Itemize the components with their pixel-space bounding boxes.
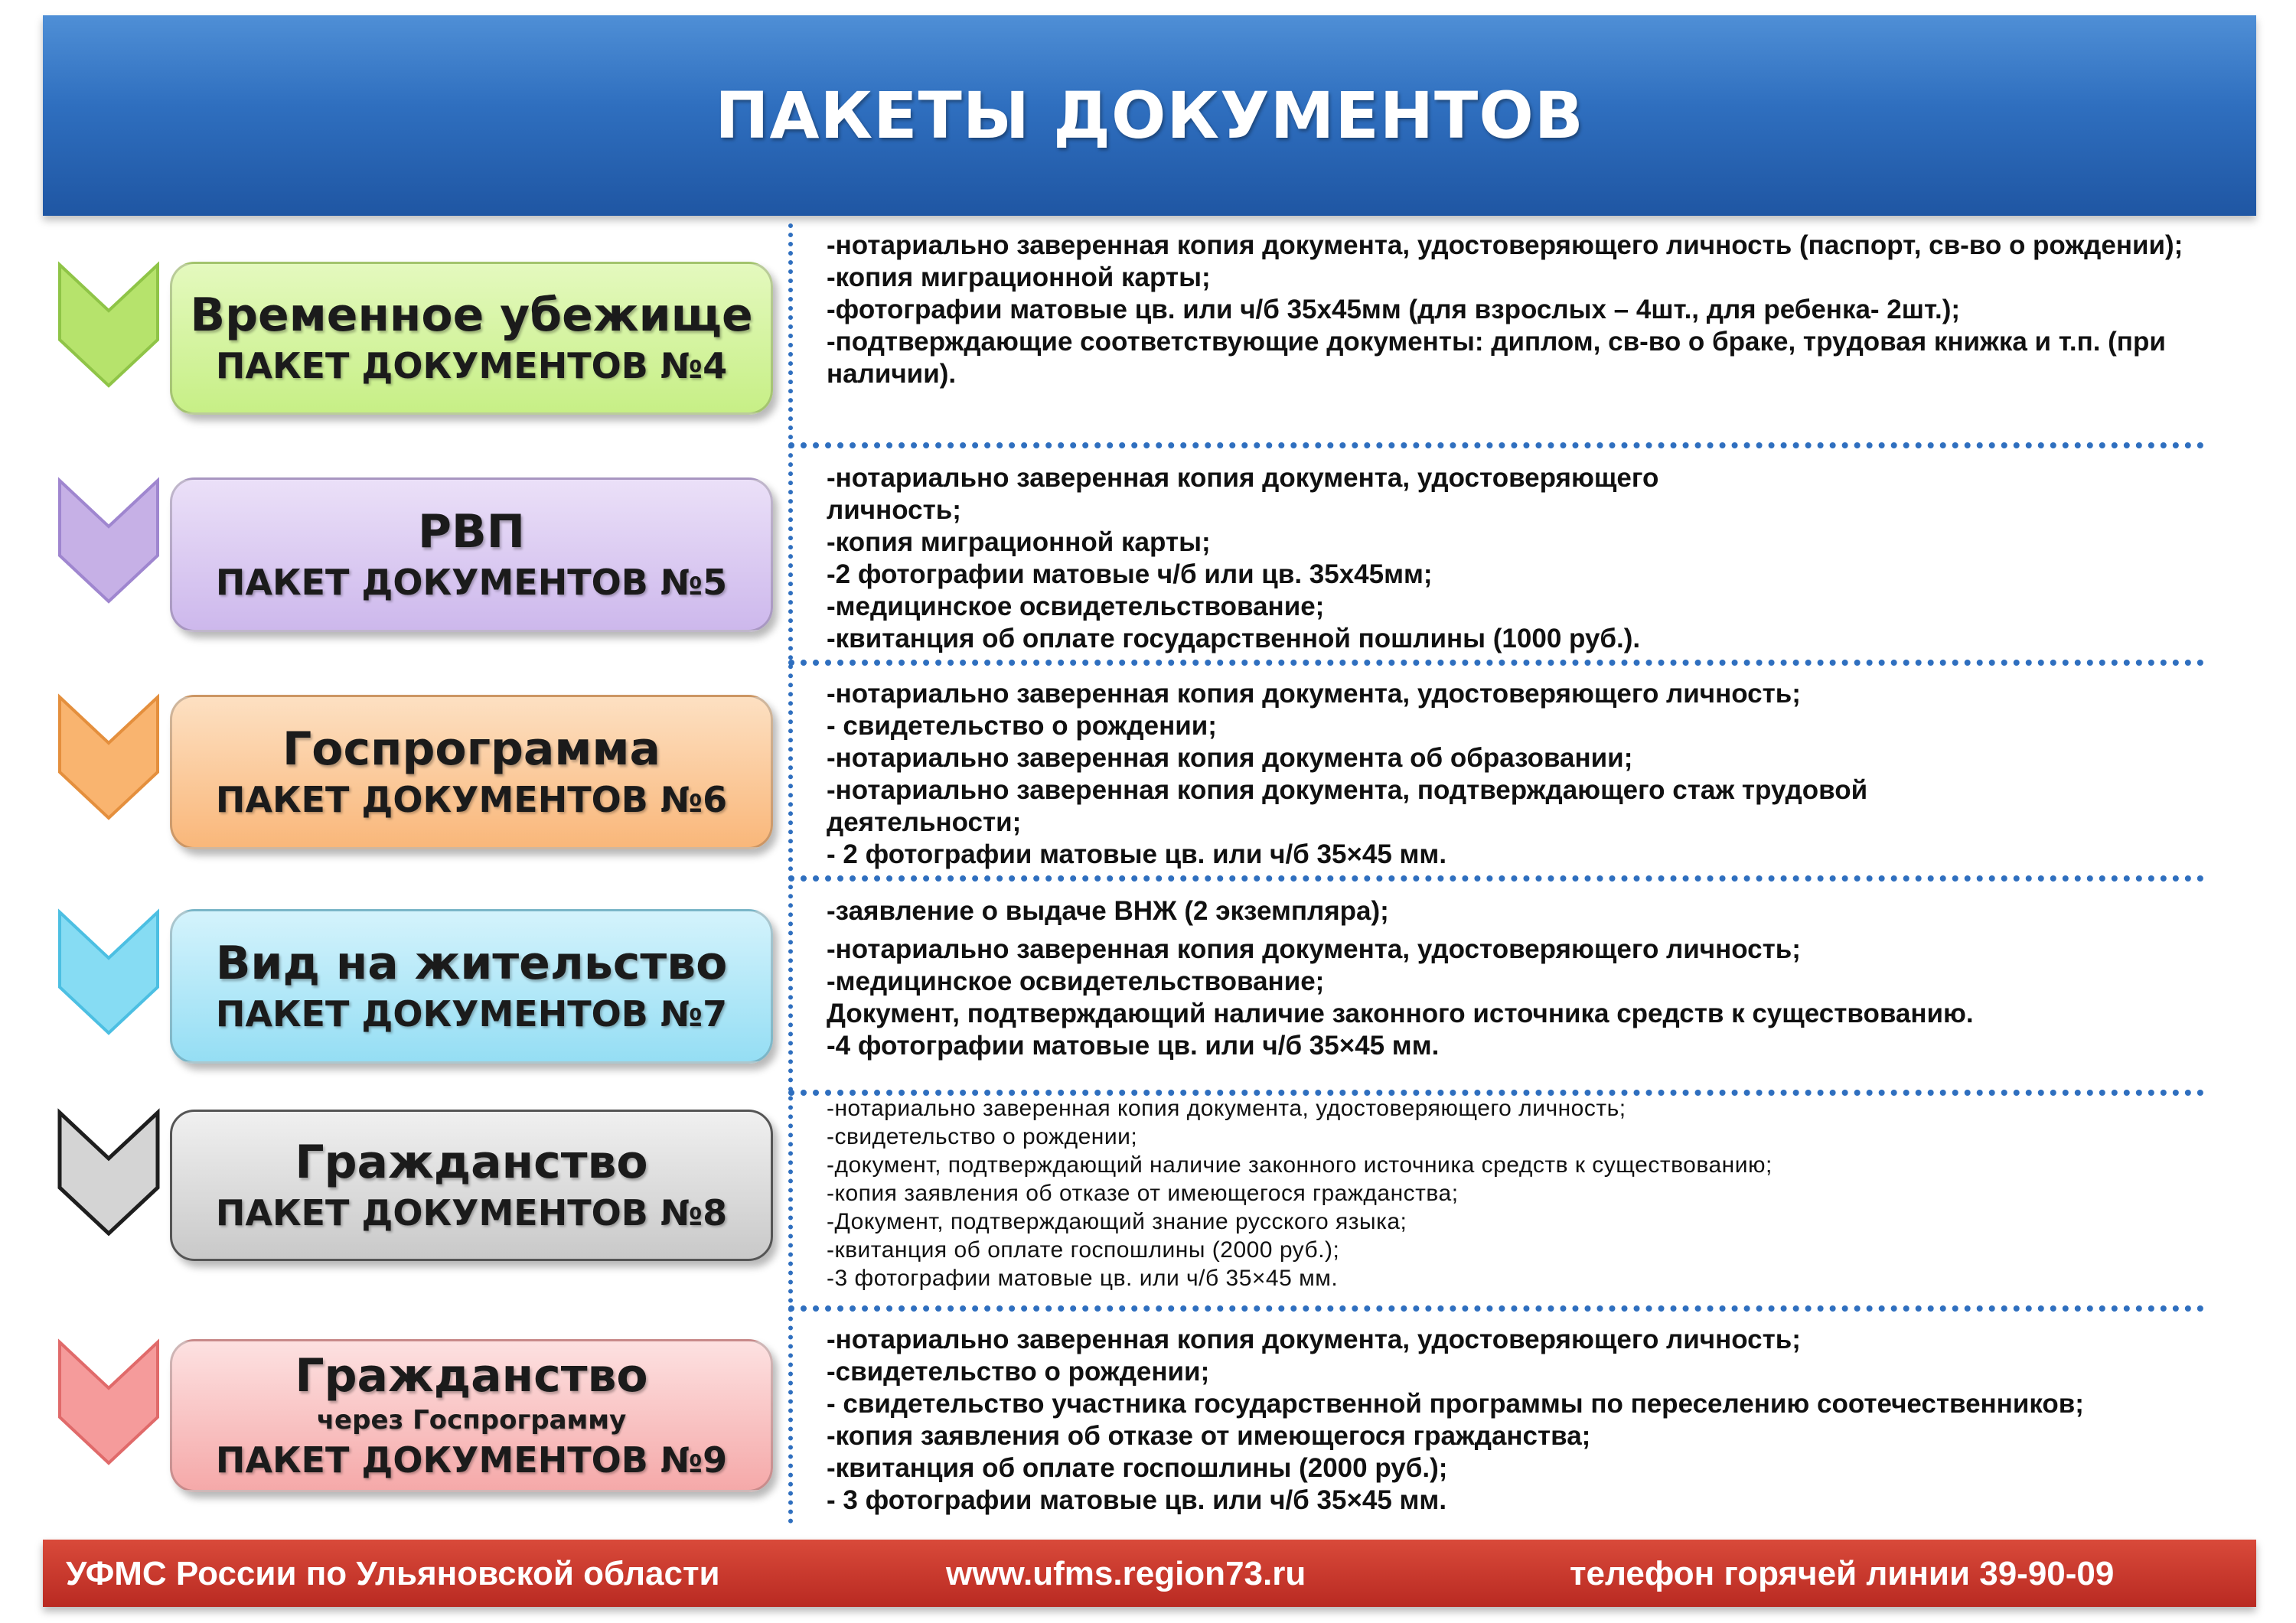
document-item: -копия заявления об отказе от имеющегося гражданства; [827, 1421, 1591, 1451]
package-subtitle: через Госпрограмму [316, 1405, 627, 1436]
chevron-down-icon [55, 693, 162, 823]
section-divider [788, 875, 2204, 882]
package-title: РВП [418, 505, 525, 559]
chevron-down-icon [55, 908, 162, 1038]
document-item: -2 фотографии матовые ч/б или цв. 35х45мм; [827, 559, 1433, 589]
chevron-shape [60, 481, 158, 601]
document-item: -подтверждающие соответствующие документы: диплом, св-во о браке, трудовая книжка и т.п. (при наличии). [827, 327, 2174, 389]
package-title: Гражданство [295, 1136, 648, 1189]
document-item: -копия миграционной карты; [827, 262, 1211, 292]
chevron-down-icon [55, 1338, 162, 1468]
package-card-4[interactable] [170, 262, 773, 415]
document-item: -4 фотографии матовые цв. или ч/б 35×45 мм. [827, 1031, 1440, 1061]
document-item: -нотариально заверенная копия документа, удостоверяющего личность; [827, 1096, 1626, 1121]
package-documents-9 [827, 1324, 2219, 1517]
document-item: - 3 фотографии матовые цв. или ч/б 35×45 мм. [827, 1485, 1447, 1515]
package-card-7[interactable] [170, 909, 773, 1064]
chevron-shape [60, 697, 158, 818]
document-item: -медицинское освидетельствование; [827, 592, 1325, 621]
package-documents-5 [827, 462, 1730, 655]
document-item: -фотографии матовые цв. или ч/б 35х45мм (для взрослых – 4шт., для ребенка- 2шт.); [827, 295, 1961, 324]
package-documents-7 [827, 895, 2219, 1062]
package-number: ПАКЕТ ДОКУМЕНТОВ №5 [215, 562, 728, 603]
document-item: -копия заявления об отказе от имеющегося гражданства; [827, 1181, 1459, 1206]
page-title: ПАКЕТЫ ДОКУМЕНТОВ [715, 78, 1584, 153]
document-item: -копия миграционной карты; [827, 527, 1211, 557]
package-documents-6 [827, 678, 1944, 871]
package-number: ПАКЕТ ДОКУМЕНТОВ №9 [215, 1439, 728, 1481]
package-documents-8 [827, 1094, 2219, 1292]
section-divider [788, 660, 2204, 666]
footer-bar [43, 1540, 2256, 1607]
chevron-down-icon [55, 1108, 162, 1238]
document-item: -нотариально заверенная копия документа, удостоверяющего личность; [827, 679, 1801, 709]
document-item: - свидетельство о рождении; [827, 711, 1217, 741]
document-item: -квитанция об оплате госпошлины (2000 руб.); [827, 1453, 1448, 1483]
chevron-down-icon [55, 260, 162, 390]
package-number: ПАКЕТ ДОКУМЕНТОВ №6 [215, 779, 728, 820]
document-item: -свидетельство о рождении; [827, 1124, 1138, 1149]
chevron-down-icon [55, 476, 162, 606]
chevron-shape [60, 1342, 158, 1463]
footer-organization: УФМС России по Ульяновской области [66, 1555, 720, 1592]
document-item: -нотариально заверенная копия документа об образовании; [827, 743, 1633, 773]
footer-website-link[interactable]: www.ufms.region73.ru [946, 1555, 1306, 1592]
package-card-9[interactable] [170, 1339, 773, 1492]
document-item: -нотариально заверенная копия документа, удостоверяющего личность; [827, 1325, 1801, 1354]
package-number: ПАКЕТ ДОКУМЕНТОВ №8 [215, 1192, 728, 1234]
document-item: -3 фотографии матовые цв. или ч/б 35×45 мм. [827, 1266, 1339, 1291]
document-item: - свидетельство участника государственной программы по переселению соотечественников; [827, 1389, 2084, 1419]
document-item: -квитанция об оплате госпошлины (2000 руб.); [827, 1237, 1340, 1263]
package-title: Вид на жительство [215, 937, 728, 990]
package-documents-4 [827, 230, 2219, 390]
section-divider [788, 1305, 2204, 1312]
chevron-shape [60, 912, 158, 1033]
package-title: Временное убежище [190, 288, 753, 342]
document-item: -квитанция об оплате государственной пошлины (1000 руб.). [827, 624, 1641, 653]
package-card-8[interactable] [170, 1110, 773, 1261]
document-item: - 2 фотографии матовые цв. или ч/б 35×45 мм. [827, 839, 1447, 869]
document-item: -свидетельство о рождении; [827, 1357, 1210, 1387]
document-item: -медицинское освидетельствование; [827, 966, 1325, 996]
document-item: -документ, подтверждающий наличие законного источника средств к существованию; [827, 1152, 1773, 1178]
package-number: ПАКЕТ ДОКУМЕНТОВ №7 [215, 993, 728, 1035]
package-title: Госпрограмма [282, 722, 660, 776]
document-item: Документ, подтверждающий наличие законного источника средств к существованию. [827, 999, 1974, 1028]
document-item: -нотариально заверенная копия документа, подтверждающего стаж трудовой деятельности; [827, 775, 1875, 837]
document-item: -нотариально заверенная копия документа, удостоверяющего личность; [827, 463, 1667, 525]
document-item: -заявление о выдаче ВНЖ (2 экземпляра); [827, 896, 1389, 926]
document-item: -Документ, подтверждающий знание русского языка; [827, 1209, 1407, 1234]
document-item: -нотариально заверенная копия документа, удостоверяющего личность; [827, 934, 1801, 964]
footer-hotline: телефон горячей линии 39-90-09 [1570, 1555, 2115, 1592]
package-card-6[interactable] [170, 695, 773, 849]
chevron-shape [60, 1113, 158, 1234]
package-number: ПАКЕТ ДОКУМЕНТОВ №4 [215, 345, 728, 386]
package-card-5[interactable] [170, 477, 773, 632]
section-divider [788, 442, 2204, 448]
vertical-divider [788, 223, 793, 1524]
chevron-shape [60, 265, 158, 386]
document-item: -нотариально заверенная копия документа, удостоверяющего личность (паспорт, св-во о рождении); [827, 230, 2183, 260]
header-banner [43, 15, 2256, 216]
package-title: Гражданство [295, 1349, 648, 1403]
